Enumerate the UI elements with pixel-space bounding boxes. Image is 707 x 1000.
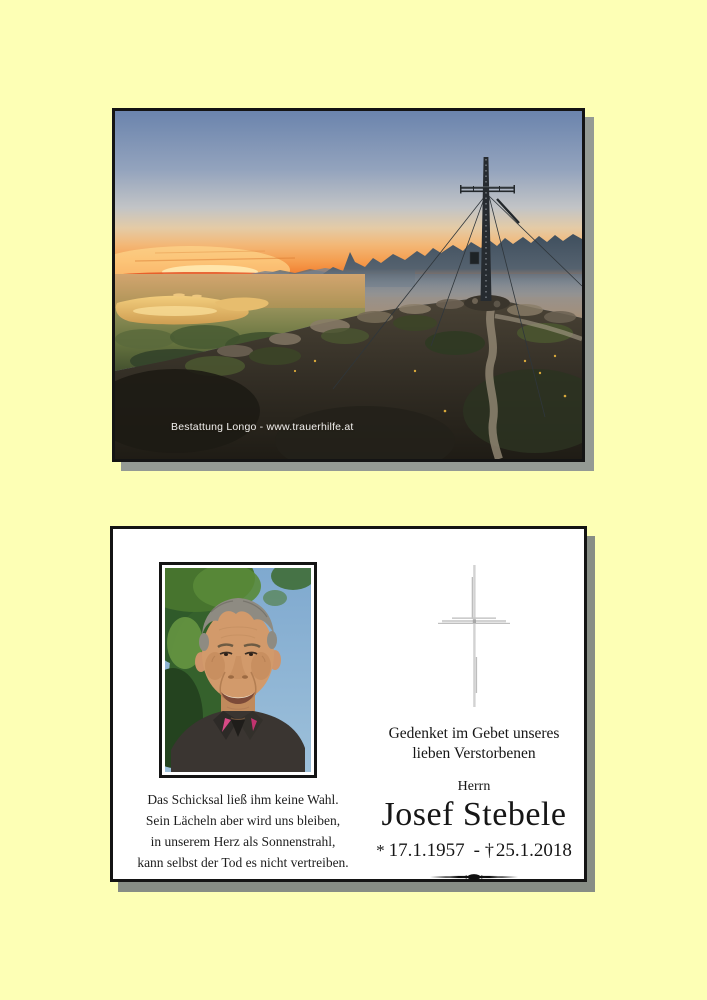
photo-watermark: Bestattung Longo - www.trauerhilfe.at <box>171 421 354 433</box>
summit-photo-panel <box>112 108 585 462</box>
intro-line-2: lieben Verstorbenen <box>412 745 536 763</box>
life-dates <box>365 840 583 862</box>
portrait-frame <box>159 562 317 778</box>
summit-photo <box>115 111 582 459</box>
deceased-name: Josef Stebele <box>381 795 567 833</box>
memorial-intro <box>365 724 583 765</box>
memorial-text-column <box>365 559 583 883</box>
poem-line: in unserem Herz als Sonnenstrahl, <box>150 834 336 850</box>
death-symbol-icon: † <box>484 839 494 860</box>
memorial-poem <box>113 789 373 873</box>
intro-line-1: Gedenket im Gebet unseres <box>388 725 560 742</box>
salutation: Herrn <box>457 778 491 794</box>
poem-line: Sein Lächeln aber wird uns bleiben, <box>145 813 341 829</box>
poem-line: Das Schicksal ließ ihm keine Wahl. <box>147 792 339 807</box>
death-date: 25.1.2018 <box>495 839 572 861</box>
birth-symbol-icon: * <box>376 840 385 860</box>
portrait-photo <box>165 568 311 772</box>
flourish-divider-icon <box>428 871 520 883</box>
poem-line: kann selbst der Tod es nicht vertreiben. <box>137 855 349 871</box>
birth-date: 17.1.1957 <box>388 839 465 861</box>
memorial-card <box>110 526 587 882</box>
dates-separator: - <box>473 839 480 861</box>
memorial-cross-icon <box>434 565 514 707</box>
